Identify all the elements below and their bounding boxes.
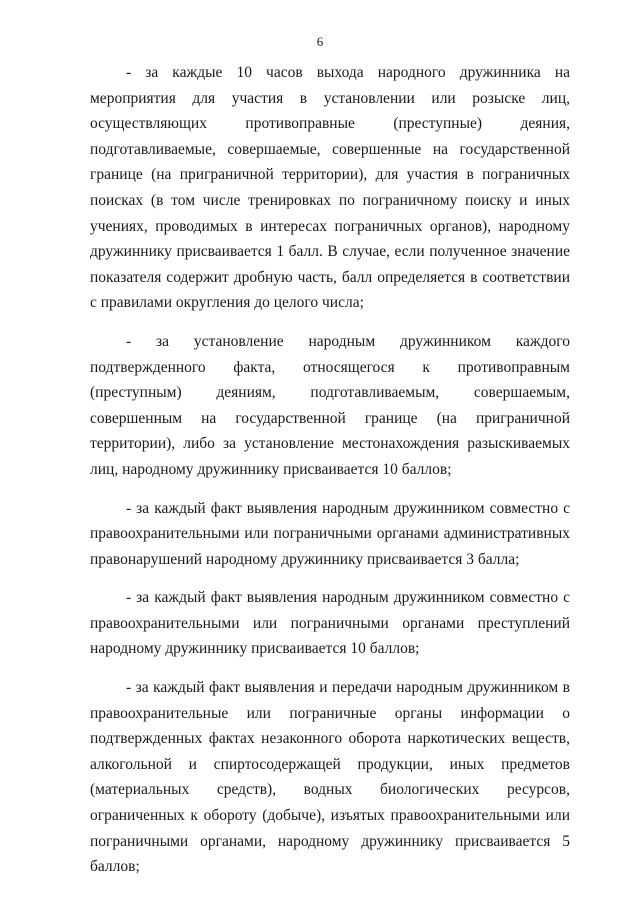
paragraph: - за каждый факт выявления народным дружинником совместно с правоохранительными или пограничными органами административных правонарушений народному дружиннику присваивается 3 балла; — [90, 499, 570, 568]
paragraph: - за каждые 10 часов выхода народного дружинника на мероприятия для участия в установлении или розыске лиц, осуществляющих противоправные (преступные) деяния, подготавливаемые, совершаемые, совершенные на государственной границе (на приграничной территории), для участия в пограничных поисках (в том числе тренировках по пограничному поиску и иных учениях, проводимых в интересах пограничных органов), народному дружиннику присваивается 1 балл. В случае, если полученное значение показателя содержит дробную часть, балл определяется в соответствии с правилами округления до целого числа; — [90, 64, 570, 312]
paragraph: - за каждый факт выявления народным дружинником совместно с правоохранительными или пограничными органами преступлений народному дружиннику присваивается 10 баллов; — [90, 589, 570, 658]
page-number: 6 — [316, 34, 324, 49]
document-body — [90, 60, 570, 893]
paragraph: - за установление народным дружинником каждого подтвержденного факта, относящегося к противоправным (преступным) деяниям, подготавливаемым, совершаемым, совершенным на государственной границе (на приграничной территории), либо за установление местонахождения разыскиваемых лиц, народному дружиннику присваивается 10 баллов; — [90, 332, 570, 478]
paragraph: - за каждый факт выявления и передачи народным дружинником в правоохранительные или пограничные органы информации о подтвержденных фактах незаконного оборота наркотических веществ, алкогольной и спиртосодержащей продукции, иных предметов (материальных средств), водных биологических ресурсов, ограниченных к обороту (добыче), изъятых правоохранительными или пограничными органами, народному дружиннику присваивается 5 баллов; — [90, 679, 570, 876]
